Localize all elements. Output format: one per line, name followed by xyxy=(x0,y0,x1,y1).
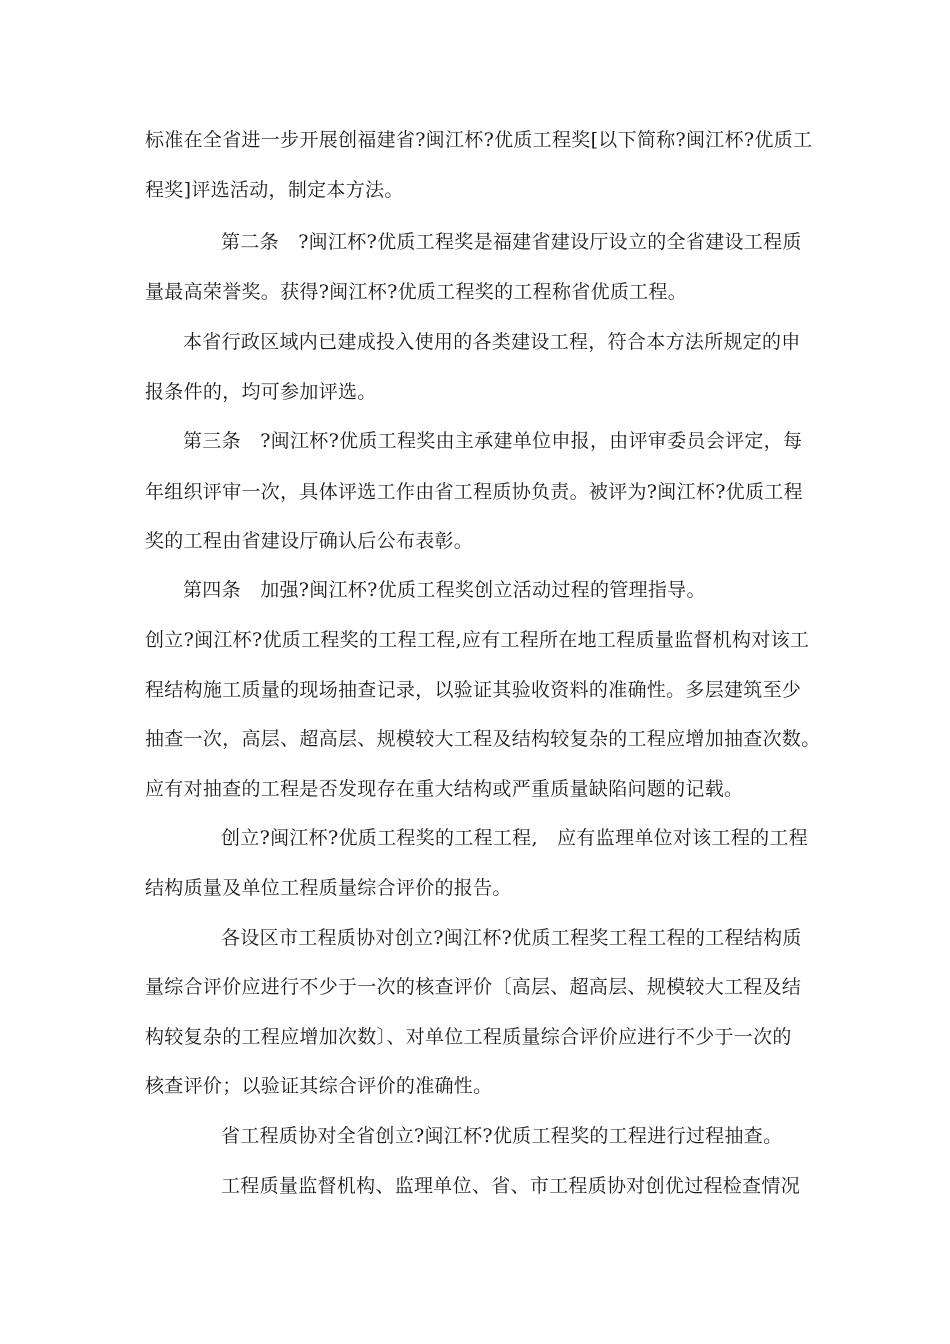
text-line-7: 第三条 ?闽江杯?优质工程奖由主承建单位申报，由评审委员会评定，每 xyxy=(183,430,803,452)
text-line-14: 应有对抽查的工程是否发现存在重大结构或严重质量缺陷问题的记载。 xyxy=(145,778,744,800)
text-line-18: 量综合评价应进行不少于一次的核查评价〔高层、超高层、规模较大工程及结 xyxy=(145,976,802,998)
text-line-20: 核查评价；以验证其综合评价的准确性。 xyxy=(145,1075,493,1097)
text-line-13: 抽查一次，高层、超高层、规模较大工程及结构较复杂的工程应增加抽查次数。 xyxy=(145,728,821,750)
text-line-11: 创立?闽江杯?优质工程奖的工程工程,应有工程所在地工程质量监督机构对该工 xyxy=(145,629,810,651)
text-line-21: 省工程质协对全省创立?闽江杯?优质工程奖的工程进行过程抽查。 xyxy=(221,1125,783,1147)
text-line-10: 第四条 加强?闽江杯?优质工程奖创立活动过程的管理指导。 xyxy=(183,579,706,601)
text-line-19: 构较复杂的工程应增加次数〕、对单位工程质量综合评价应进行不少于一次的 xyxy=(145,1026,792,1048)
text-line-2: 程奖]评选活动，制定本方法。 xyxy=(145,179,404,201)
text-line-1: 标准在全省进一步开展创福建省?闽江杯?优质工程奖[以下简称?闽江杯?优质工 xyxy=(145,129,813,151)
text-line-6: 报条件的，均可参加评选。 xyxy=(145,381,377,403)
text-line-17: 各设区市工程质协对创立?闽江杯?优质工程奖工程工程的工程结构质 xyxy=(221,927,802,949)
text-line-8: 年组织评审一次，具体评选工作由省工程质协负责。被评为?闽江杯?优质工程 xyxy=(145,481,803,503)
text-line-22: 工程质量监督机构、监理单位、省、市工程质协对创优过程检查情况 xyxy=(221,1175,801,1197)
text-line-5: 本省行政区域内已建成投入使用的各类建设工程，符合本方法所规定的申 xyxy=(183,331,801,353)
text-line-9: 奖的工程由省建设厅确认后公布表彰。 xyxy=(145,530,474,552)
text-line-4: 量最高荣誉奖。获得?闽江杯?优质工程奖的工程称省优质工程。 xyxy=(145,281,688,303)
text-line-12: 程结构施工质量的现场抽查记录，以验证其验收资料的准确性。多层建筑至少 xyxy=(145,679,802,701)
text-line-15: 创立?闽江杯?优质工程奖的工程工程, 应有监理单位对该工程的工程 xyxy=(221,827,809,849)
text-line-16: 结构质量及单位工程质量综合评价的报告。 xyxy=(145,877,512,899)
text-line-3: 第二条 ?闽江杯?优质工程奖是福建省建设厅设立的全省建设工程质 xyxy=(221,231,802,253)
